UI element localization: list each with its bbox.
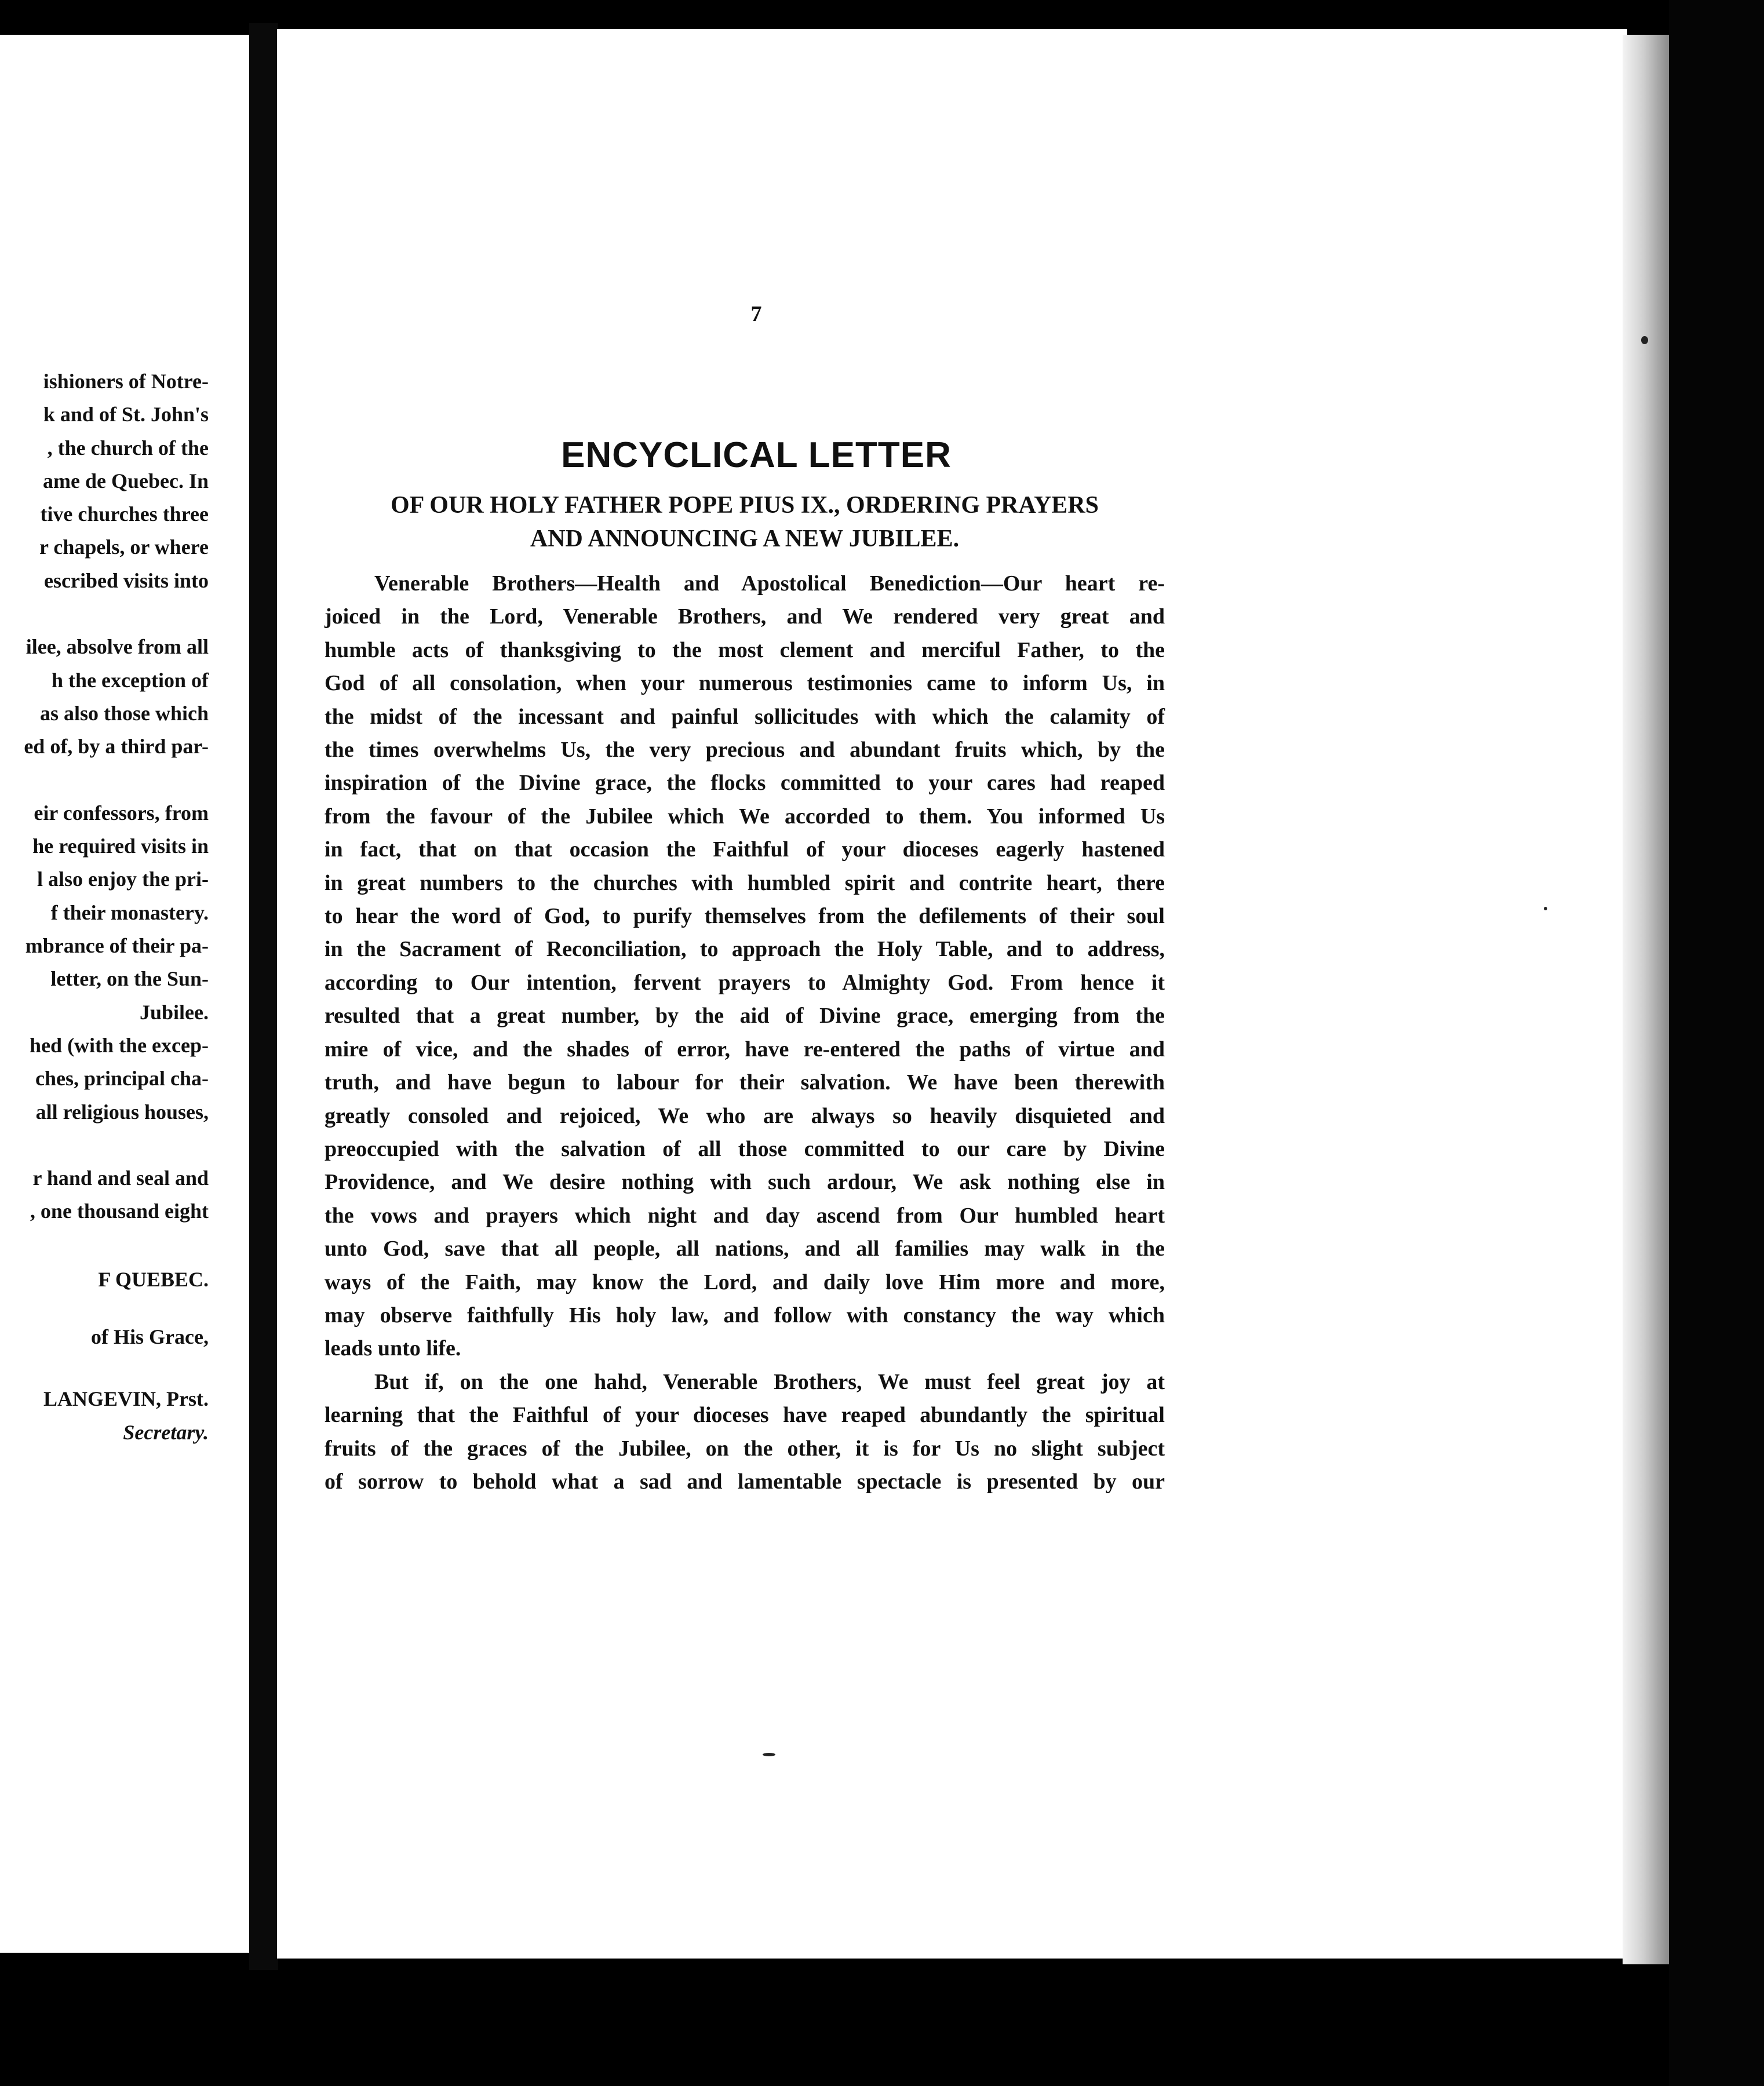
scan-speck: [1544, 907, 1547, 910]
left-line: tive churches three: [40, 502, 209, 526]
text-line: in the Sacrament of Reconciliation, to approach the Holy Table, and to address,: [325, 937, 1165, 962]
text-line: the times overwhelms Us, the very precious and abundant fruits which, by the: [325, 738, 1165, 763]
left-line: ches, principal cha-: [35, 1067, 209, 1091]
text-line: God of all consolation, when your numerous testimonies came to inform Us, in: [325, 671, 1165, 696]
left-line: eir confessors, from: [34, 801, 209, 825]
text-line: truth, and have begun to labour for their salvation. We have been therewith: [325, 1070, 1165, 1095]
document-subheading: [325, 488, 1165, 556]
text-line: greatly consoled and rejoiced, We who are always so heavily disquieted and: [325, 1103, 1165, 1128]
text-line: preoccupied with the salvation of all those committed to our care by Divine: [325, 1136, 1165, 1161]
left-line: , the church of the: [47, 436, 209, 459]
left-line: h the exception of: [52, 668, 209, 692]
left-line: escribed visits into: [44, 568, 209, 592]
text-line: leads unto life.: [325, 1336, 461, 1361]
left-line: mbrance of their pa-: [25, 934, 209, 958]
text-line: from the favour of the Jubilee which We accorded to them. You informed Us: [325, 804, 1165, 829]
text-line: But if, on the one hahd, Venerable Brothers, We must feel great joy at: [374, 1369, 1165, 1394]
text-line: fruits of the graces of the Jubilee, on the other, it is for Us no slight subject: [325, 1436, 1165, 1461]
text-line: in fact, that on that occasion the Faithful of your dioceses eagerly hastened: [325, 837, 1165, 862]
left-line: r chapels, or where: [39, 535, 209, 559]
left-line: hed (with the excep-: [30, 1033, 209, 1057]
scan-speck: [763, 1753, 775, 1756]
left-line: [0, 597, 209, 630]
left-line: [0, 1129, 209, 1162]
page-edge-shadow: [1623, 35, 1669, 1964]
text-line: in great numbers to the churches with humbled spirit and contrite heart, there: [325, 870, 1165, 895]
text-line: unto God, save that all people, all nations, and all families may walk in the: [325, 1237, 1165, 1261]
text-line: of sorrow to behold what a sad and lamentable spectacle is presented by our: [325, 1469, 1165, 1494]
page-content: [325, 301, 1165, 1498]
left-facing-page: [0, 35, 249, 1953]
book-gutter: [249, 23, 278, 1970]
scan-border: [1669, 0, 1764, 2086]
left-page-text: [0, 365, 209, 1449]
subheading-line: OF OUR HOLY FATHER POPE PIUS IX., ORDERING PRAYERS: [390, 492, 1099, 519]
text-line: according to Our intention, fervent prayers to Almighty God. From hence it: [325, 970, 1165, 995]
text-line: ways of the Faith, may know the Lord, and daily love Him more and more,: [325, 1270, 1165, 1294]
left-line: ishioners of Notre-: [43, 370, 209, 393]
left-line: ed of, by a third par-: [24, 735, 209, 758]
left-line: ilee, absolve from all: [25, 635, 209, 659]
signature-name: LANGEVIN, Prst.: [43, 1387, 209, 1411]
left-line: Jubilee.: [139, 1000, 209, 1024]
left-line: as also those which: [39, 701, 209, 725]
paragraph-2: [325, 1366, 1165, 1499]
left-line: letter, on the Sun-: [50, 967, 209, 991]
left-line: , one thousand eight: [30, 1199, 209, 1223]
text-line: to hear the word of God, to purify themselves from the defilements of their soul: [325, 904, 1165, 929]
page-number: 7: [750, 302, 762, 326]
left-line: [0, 764, 209, 797]
left-line: ame de Quebec. In: [43, 469, 209, 493]
left-line: k and of St. John's: [43, 403, 209, 426]
text-line: the vows and prayers which night and day ascend from Our humbled heart: [325, 1203, 1165, 1228]
left-line: r hand and seal and: [32, 1166, 209, 1190]
text-line: learning that the Faithful of your dioceses have reaped abundantly the spiritual: [325, 1403, 1165, 1428]
text-line: humble acts of thanksgiving to the most clement and merciful Father, to the: [325, 637, 1165, 662]
text-line: inspiration of the Divine grace, the flocks committed to your cares had reaped: [325, 771, 1165, 796]
text-line: the midst of the incessant and painful sollicitudes with which the calamity of: [325, 704, 1165, 729]
scan-speck: [1641, 336, 1648, 344]
left-line: he required visits in: [32, 834, 209, 858]
signature-title: Secretary.: [123, 1420, 209, 1444]
left-line: l also enjoy the pri-: [37, 867, 209, 891]
left-line: f their monastery.: [50, 900, 209, 924]
text-line: mire of vice, and the shades of error, have re-entered the paths of virtue and: [325, 1037, 1165, 1062]
signature-line: F QUEBEC.: [98, 1267, 209, 1291]
text-line: Providence, and We desire nothing with such ardour, We ask nothing else in: [325, 1170, 1165, 1195]
subheading-line: AND ANNOUNCING A NEW JUBILEE.: [530, 526, 960, 552]
text-line: may observe faithfully His holy law, and follow with constancy the way which: [325, 1303, 1165, 1328]
show-through-text: [1159, 348, 1617, 513]
text-line: joiced in the Lord, Venerable Brothers, and We rendered very great and: [325, 604, 1165, 629]
text-line: resulted that a great number, by the aid of Divine grace, emerging from the: [325, 1004, 1165, 1029]
left-line: all religious houses,: [35, 1100, 209, 1124]
document-heading: ENCYCLICAL LETTER: [561, 435, 952, 475]
signature-line: of His Grace,: [91, 1325, 209, 1349]
paragraph-1: [325, 567, 1165, 1366]
text-line: Venerable Brothers—Health and Apostolical Benediction—Our heart re-: [374, 571, 1165, 596]
